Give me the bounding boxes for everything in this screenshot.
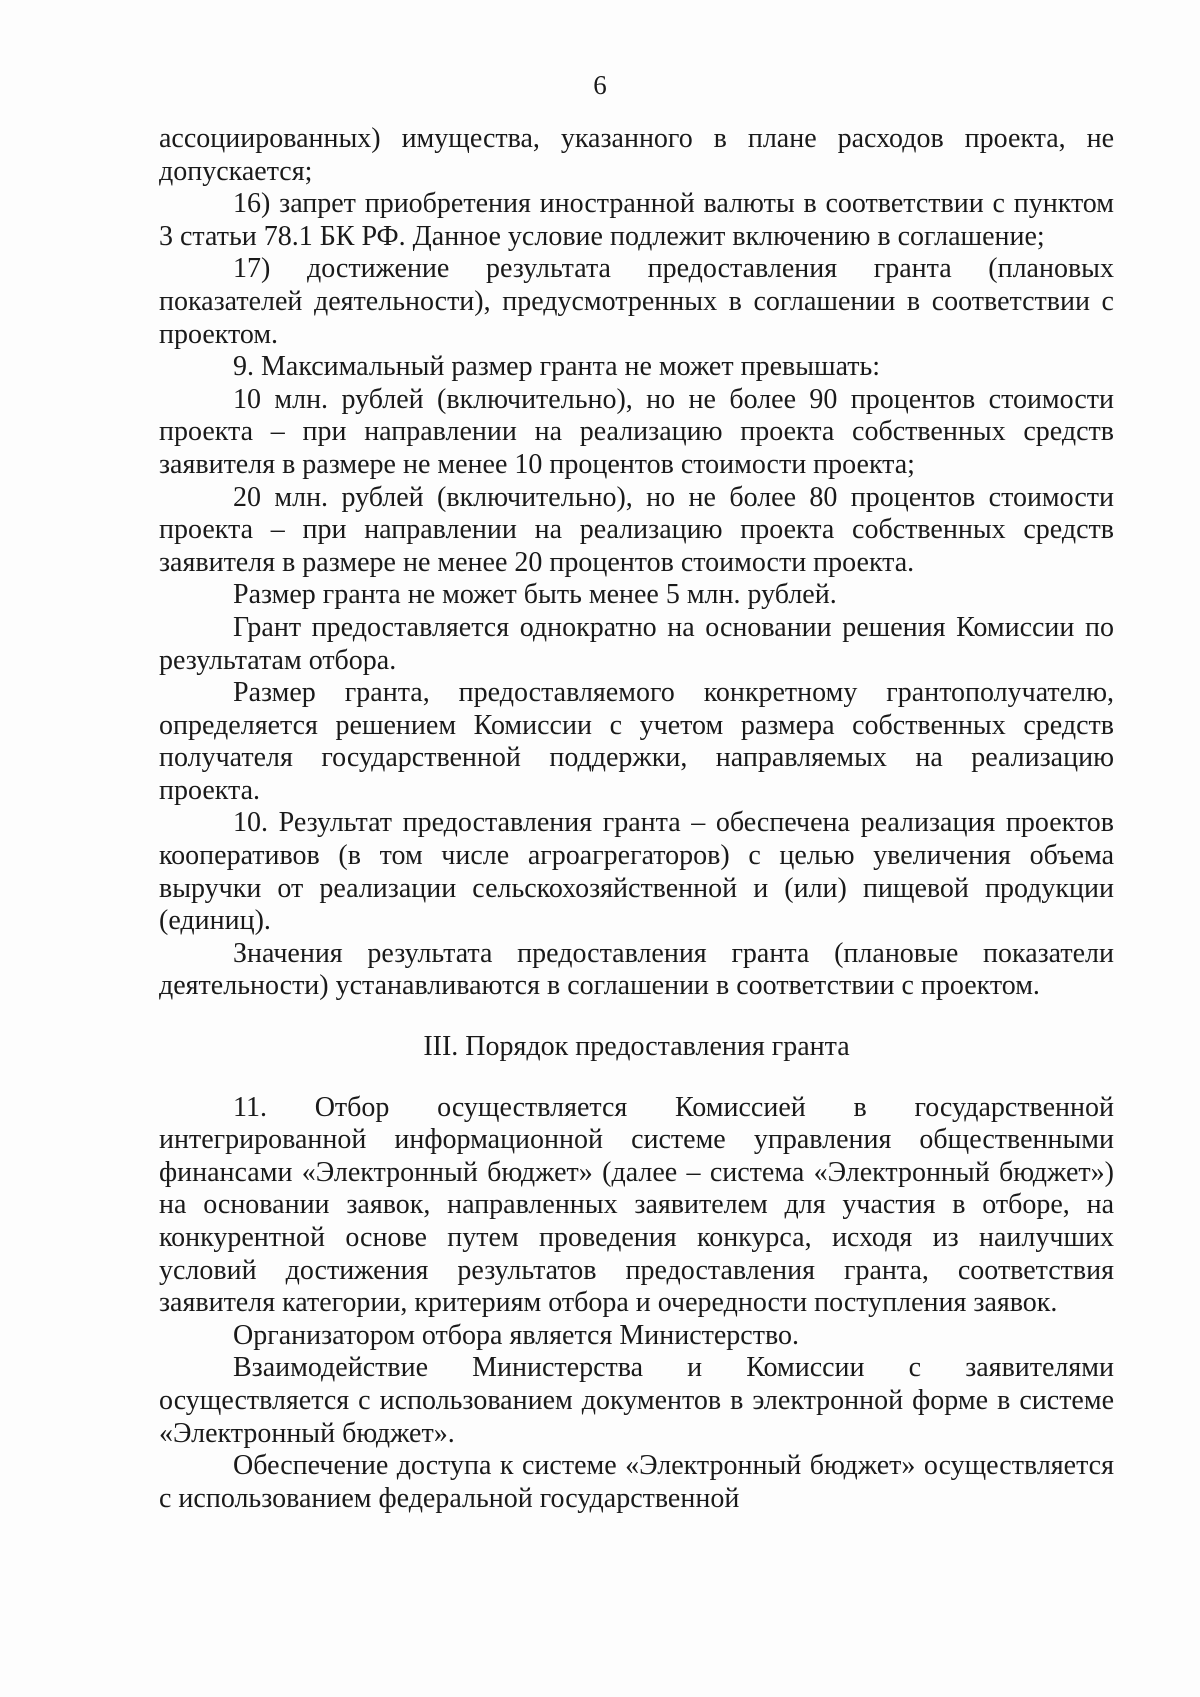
paragraph: Взаимодействие Министерства и Комиссии с заявителями осуществляется с использованием документов в электронной форме в системе «Электронный бюджет». xyxy=(159,1352,1114,1449)
paragraph: Обеспечение доступа к системе «Электронный бюджет» осуществляется с использованием федеральной государственной xyxy=(159,1450,1114,1514)
paragraph: Грант предоставляется однократно на основании решения Комиссии по результатам отбора. xyxy=(159,611,1114,676)
paragraph: 10 млн. рублей (включительно), но не более 90 процентов стоимости проекта – при направлении на реализацию проекта собственных средств заявителя в размере не менее 10 процентов стоимости проекта; xyxy=(159,383,1114,480)
paragraph: 16) запрет приобретения иностранной валюты в соответствии с пунктом 3 статьи 78.1 БК РФ. Данное условие подлежит включению в соглашение; xyxy=(159,188,1114,252)
section-heading: III. Порядок предоставления гранта xyxy=(423,1031,850,1063)
paragraph: Значения результата предоставления гранта (плановые показатели деятельности) устанавливаются в соглашении в соответствии с проектом. xyxy=(159,937,1114,1002)
paragraph: 17) достижение результата предоставления гранта (плановых показателей деятельности), предусмотренных в соглашении в соответствии с проектом. xyxy=(159,253,1114,350)
paragraph: 9. Максимальный размер гранта не может превышать: xyxy=(233,351,881,383)
paragraph: ассоциированных) имущества, указанного в плане расходов проекта, не допускается; xyxy=(159,123,1114,187)
paragraph: 10. Результат предоставления гранта – обеспечена реализация проектов кооперативов (в том числе агроагрегаторов) с целью увеличения объема выручки от реализации сельскохозяйственной и (или) пищевой продукции (единиц). xyxy=(159,807,1114,937)
paragraph: Организатором отбора является Министерство. xyxy=(233,1319,799,1351)
page-number: 6 xyxy=(593,70,607,100)
paragraph: 20 млн. рублей (включительно), но не более 80 процентов стоимости проекта – при направлении на реализацию проекта собственных средств заявителя в размере не менее 20 процентов стоимости проекта. xyxy=(159,481,1114,578)
document-body xyxy=(159,123,1114,1515)
paragraph: Размер гранта не может быть менее 5 млн. рублей. xyxy=(233,579,837,611)
paragraph: 11. Отбор осуществляется Комиссией в государственной интегрированной информационной системе управления общественными финансами «Электронный бюджет» (далее – система «Электронный бюджет») на основании заявок, направленных заявителем для участия в отборе, на конкурентной основе путем проведения конкурса, исходя из наилучших условий достижения результатов предоставления гранта, соответствия заявителя категории, критериям отбора и очередности поступления заявок. xyxy=(159,1091,1114,1319)
paragraph: Размер гранта, предоставляемого конкретному грантополучателю, определяется решением Комиссии с учетом размера собственных средств получателя государственной поддержки, направляемых на реализацию проекта. xyxy=(159,677,1114,806)
